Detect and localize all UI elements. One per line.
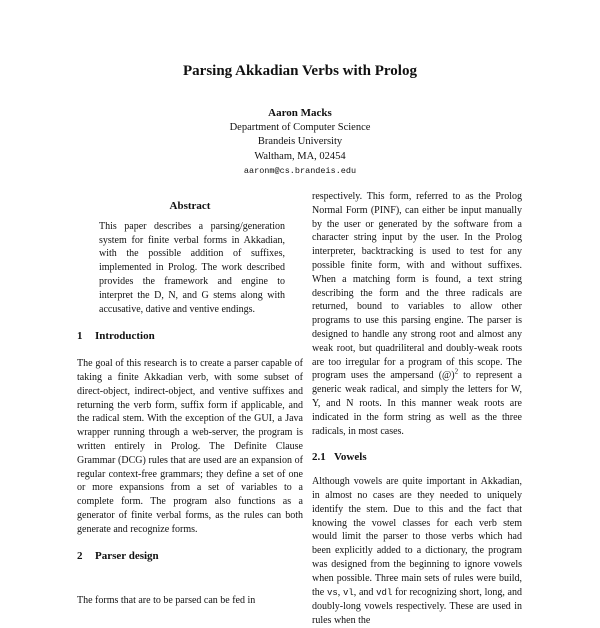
author-location: Waltham, MA, 02454 — [254, 150, 346, 162]
section-number: 1 — [77, 330, 83, 343]
vowels-text — [312, 475, 522, 628]
right-column-text-b: to represent a generic weak radical, and simply the letters for W, Y, and N roots. In this manner weak roots are indicated in the form string as well as the three radicals, in most cases. — [312, 370, 522, 437]
section-heading-introduction — [77, 330, 303, 344]
code-vs: vs — [326, 587, 338, 598]
section-number: 2 — [77, 549, 83, 562]
section-number: 2.1 — [312, 451, 326, 464]
parser-design-text: The forms that are to be parsed can be fed in — [77, 595, 256, 606]
author-block — [0, 106, 600, 179]
abstract-heading: Abstract — [169, 200, 211, 212]
paper-title: Parsing Akkadian Verbs with Prolog — [183, 63, 417, 79]
left-column — [77, 200, 303, 563]
section-title: Vowels — [334, 451, 367, 464]
section-title: Parser design — [95, 549, 159, 562]
author-email: aaronm@cs.brandeis.edu — [243, 166, 357, 176]
author-department: Department of Computer Science — [229, 121, 371, 133]
footnote-mark: 2 — [454, 368, 459, 377]
section-title: Introduction — [95, 330, 155, 343]
vowels-text-a: Although vowels are quite important in Akkadian, in almost no cases are they needed to uniquely identify the stem. Due to this and the fact that knowing the vowel classes for each verb stem would limit the parser to those verbs which had been explicitly added to a dictionary, the program was designed from the beginning to ignore vowels when possible. Three main sets of rules were build, the — [312, 476, 522, 598]
right-column-text-a: respectively. This form, referred to as the Prolog Normal Form (PINF), can either be input manually by the user or generated by the software from a character string input by the user. In the Prolog interpreter, backtracking is used to test for any possible finite form, with and without suffixes. When a matching form is found, a text string describing the form and the three radicals are returned, bound to variables to allow other programs to use this parsing engine. The parser is designed to handle any strong root and almost any weak root, but quadriliteral and doubly-weak roots are too irregular for a program of this scope. The program uses the ampersand (@) — [312, 191, 522, 382]
section-heading-parser-design — [77, 550, 303, 564]
vowels-text-b: for recognizing short, long, and doubly-long vowels respectively. These are used in rules when the — [312, 586, 522, 627]
code-vl: vl — [342, 587, 354, 598]
code-vdl: vdl — [376, 587, 393, 598]
separator-1: , — [337, 586, 343, 598]
right-column — [312, 190, 522, 628]
parser-design-text-cutoff — [77, 594, 303, 606]
right-column-text — [312, 190, 522, 438]
author-university: Brandeis University — [257, 136, 343, 147]
section-heading-vowels — [312, 451, 522, 465]
introduction-text: The goal of this research is to create a parser capable of taking a finite Akkadian verb, with some subset of direct-object, indirect-object, and ventive suffixes and returning the verb form, suffix form if applicable, and the radical stem. With the exception of the GUI, a Java wrapper running through a web-server, the program is written entirely in Prolog. The Definite Clause Grammar (DCG) rules that are used are an expansion of regular context-free grammars; they define a set of one or more expansions from a set of variables to a complete form. The program also functions as a generator of finite verbal forms, as the rules can both generate and recognize forms. — [77, 358, 303, 535]
author-name: Aaron Macks — [268, 107, 332, 119]
abstract-text: This paper describes a parsing/generation system for finite verbal forms in Akkadian, with the possible addition of suffixes, implemented in Prolog. The work described provides the framework and engine to interpret the D, N, and G stems along with accusative, dative and ventive endings. — [99, 220, 285, 315]
separator-2: , and — [353, 586, 377, 598]
